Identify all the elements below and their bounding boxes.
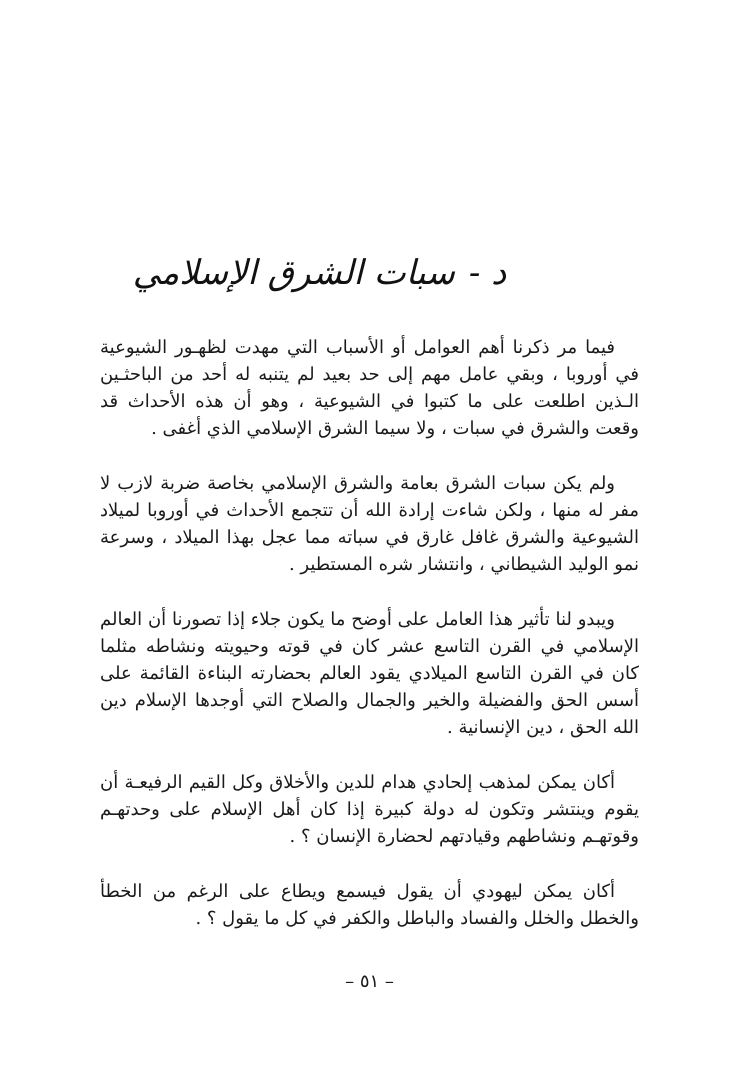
section-title: سبات الشرق الإسلامي <box>132 253 455 293</box>
page-number: – ٥١ – <box>345 971 394 992</box>
paragraph-1: فيما مر ذكرنا أهم العوامل أو الأسباب التي مهدت لظهـور الشيوعية في أوروبا ، وبقي عامل مهم إلى حد بعيد لم يتنبه له أحد من الباحثـين الـذين اطلعت على ما كتبوا في الشيوعية ، وهو أن هذه الأحداث قد وقعت والشرق في سبات ، ولا سيما الشرق الإسلامي الذي أغفى . <box>100 337 639 439</box>
paragraph-2: ولم يكن سبات الشرق بعامة والشرق الإسلامي بخاصة ضربة لازب لا مفر له منها ، ولكن شاءت إرادة الله أن تتجمع الأحداث في أوروبا لميلاد الشيوعية والشرق غافل غارق في سباته مما عجل بهذا الميلاد ، وسرعة نمو الوليد الشيطاني ، وانتشار شره المستطير . <box>100 473 639 575</box>
paragraph-5: أكان يمكن ليهودي أن يقول فيسمع ويطاع على الرغم من الخطأ والخطل والخلل والفساد والباطل والكفر في كل ما يقول ؟ . <box>100 881 639 929</box>
paragraph-4: أكان يمكن لمذهب إلحادي هدام للدين والأخلاق وكل القيم الرفيعـة أن يقوم وينتشر وتكون له دولة كبيرة إذا كان أهل الإسلام على وحدتهـم وقوتهـم ونشاطهم وقيادتهم لحضارة الإنسان ؟ . <box>100 772 639 847</box>
section-heading <box>100 245 539 301</box>
paragraph-3: ويبدو لنا تأثير هذا العامل على أوضح ما يكون جلاء إذا تصورنا أن العالم الإسلامي في القرن التاسع عشر كان في قوته وحيويته ونشاطه مثلما كان في القرن التاسع الميلادي يقود العالم بحضارته البناءة القائمة على أسس الحق والفضيلة والخير والجمال والصلاح التي أوجدها الإسلام دين الله الحق ، دين الإنسانية . <box>100 609 639 738</box>
section-letter: د - <box>468 253 507 293</box>
body-text <box>100 334 639 960</box>
